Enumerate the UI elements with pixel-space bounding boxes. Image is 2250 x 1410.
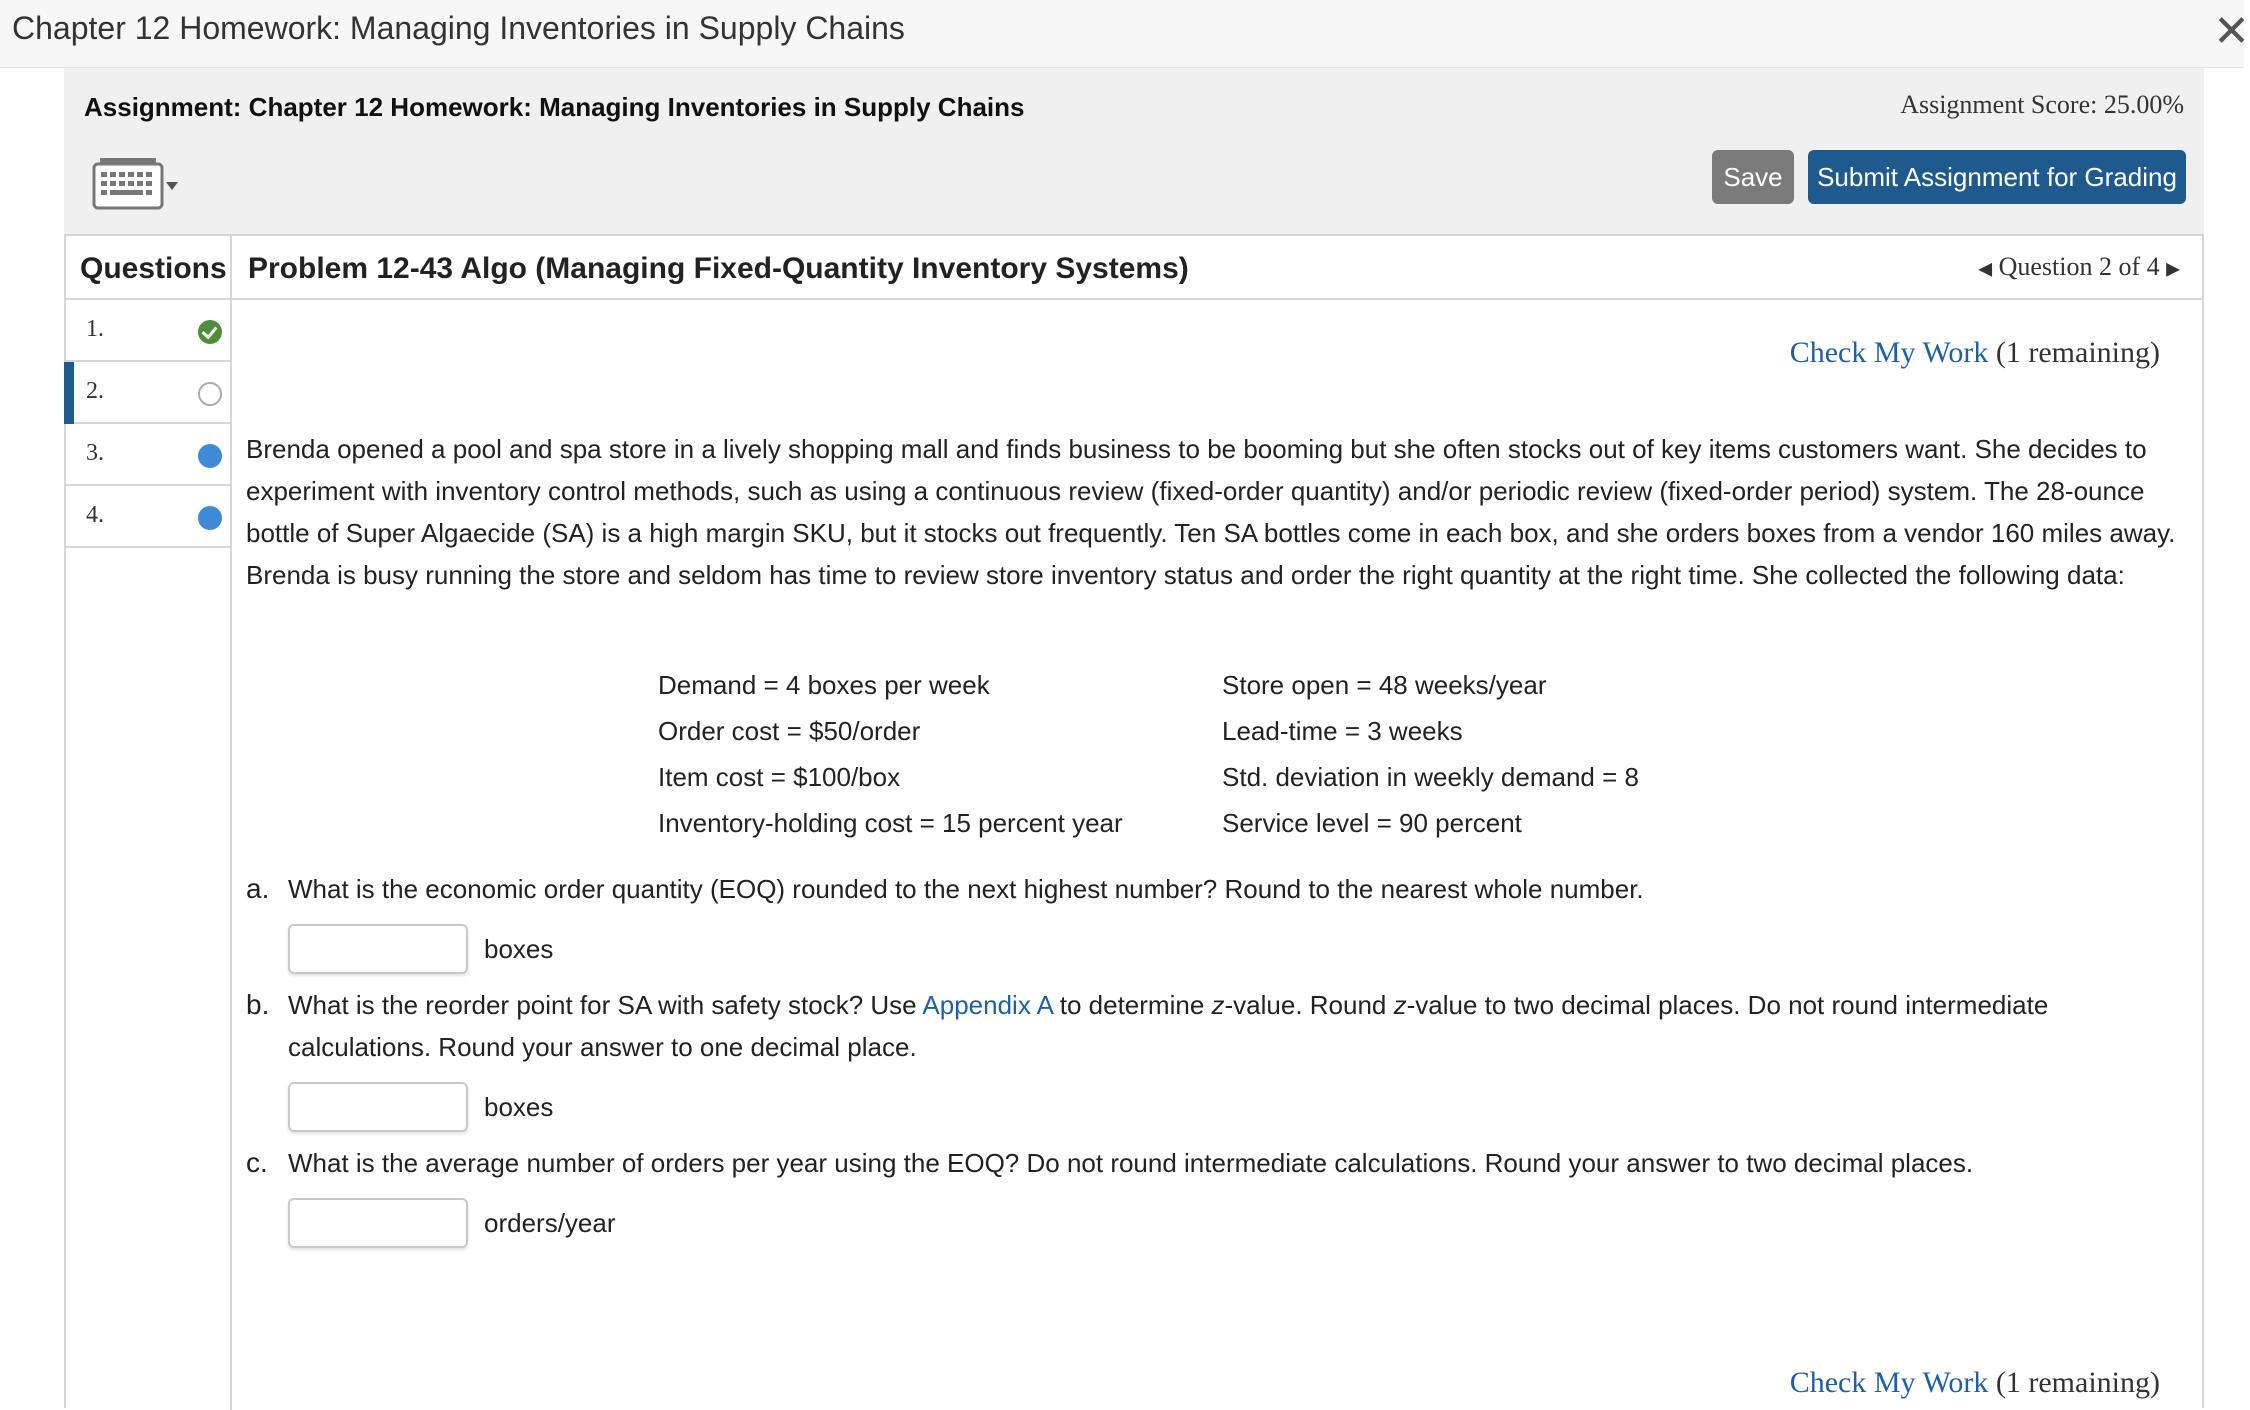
question-navigator [1978,252,2180,282]
data-demand: Demand = 4 boxes per week [658,670,990,700]
data-lead-time: Lead-time = 3 weeks [1222,716,1463,746]
keyboard-icon[interactable] [90,156,182,212]
part-c-unit: orders/year [484,1208,616,1238]
question-list [66,300,232,1410]
problem-content [232,300,2204,1410]
unanswered-circle-icon [198,382,222,406]
z-variable: z [1393,990,1407,1020]
window-title: Chapter 12 Homework: Managing Inventories in Supply Chains [12,10,905,46]
part-letter: b. [246,989,270,1020]
questions-heading [66,236,232,300]
check-my-work-top [1790,336,2160,370]
data-std-deviation: Std. deviation in weekly demand = 8 [1222,762,1639,792]
question-number: 1. [86,316,104,342]
reorder-point-input[interactable] [288,1082,468,1132]
question-number: 3. [86,440,104,466]
completed-check-icon [198,320,222,344]
check-remaining: (1 remaining) [1995,336,2160,369]
problem-header [232,236,2204,300]
answered-dot-icon [198,444,222,468]
question-item-1[interactable] [66,300,230,362]
data-service-level: Service level = 90 percent [1222,808,1522,838]
problem-title: Problem 12-43 Algo (Managing Fixed-Quantity Inventory Systems) [248,252,1189,285]
part-b-unit: boxes [484,1092,554,1122]
orders-per-year-input[interactable] [288,1198,468,1248]
save-button[interactable]: Save [1712,150,1794,204]
part-a-unit: boxes [484,934,554,964]
part-letter: a. [246,873,270,904]
submit-assignment-button[interactable]: Submit Assignment for Grading [1808,150,2186,204]
assignment-score: Assignment Score: 25.00% [1900,90,2184,119]
window-titlebar [0,0,2250,68]
part-a-text: What is the economic order quantity (EOQ) rounded to the next highest number? Round to the nearest whole number. [288,874,1644,904]
data-store-open: Store open = 48 weeks/year [1222,670,1547,700]
question-item-4[interactable] [66,486,230,548]
part-b-text-4: -value to two decimal places. Do not round intermediate calculations. Round your answer to one decimal place. [288,990,2049,1062]
check-my-work-link[interactable]: Check My Work [1789,1366,1989,1399]
data-holding-cost: Inventory-holding cost = 15 percent year [658,808,1123,838]
check-my-work-bottom [1790,1366,2160,1400]
data-item-cost: Item cost = $100/box [658,762,901,792]
next-question-icon[interactable]: ▶ [2166,258,2180,279]
check-remaining: (1 remaining) [1995,1366,2160,1399]
previous-question-icon[interactable]: ◀ [1978,258,1993,279]
question-item-3[interactable] [66,424,230,486]
question-number: 2. [86,378,104,404]
part-b-text-1: What is the reorder point for SA with safety stock? Use [288,990,923,1020]
check-my-work-link[interactable]: Check My Work [1789,336,1989,369]
answered-dot-icon [198,506,222,530]
appendix-a-link[interactable]: Appendix A [922,990,1053,1020]
questions-heading-label: Questions [80,252,227,285]
data-order-cost: Order cost = $50/order [658,716,921,746]
part-letter: c. [246,1147,268,1178]
part-b-text-2: to determine [1052,990,1212,1020]
eoq-input[interactable] [288,924,468,974]
question-number: 4. [86,502,104,528]
problem-intro: Brenda opened a pool and spa store in a lively shopping mall and finds business to be booming but she often stocks out of key items customers want. She decides to experiment with inventory control methods, such as using a continuous review (fixed-order quantity) and/or periodic review (fixed-order period) system. The 28-ounce bottle of Super Algaecide (SA) is a high margin SKU, but it stocks out frequently. Ten SA bottles come in each box, and she orders boxes from a vendor 160 miles away. Brenda is busy running the store and seldom has time to review store inventory status and order the right quantity at the right time. She collected the following data: [246,434,2176,590]
assignment-frame [64,234,2204,1408]
z-variable: z [1211,990,1225,1020]
assignment-title: Assignment: Chapter 12 Homework: Managing Inventories in Supply Chains [84,92,1025,122]
part-c-text: What is the average number of orders per year using the EOQ? Do not round intermediate calculations. Round your answer to two decimal places. [288,1148,1974,1178]
part-b-text-3: -value. Round [1224,990,1394,1020]
part-b-text [288,984,2168,1068]
question-position: Question 2 of 4 [1998,252,2160,281]
assignment-header [64,68,2204,234]
close-icon[interactable]: ✕ [2213,6,2250,57]
question-item-2[interactable] [66,362,230,424]
